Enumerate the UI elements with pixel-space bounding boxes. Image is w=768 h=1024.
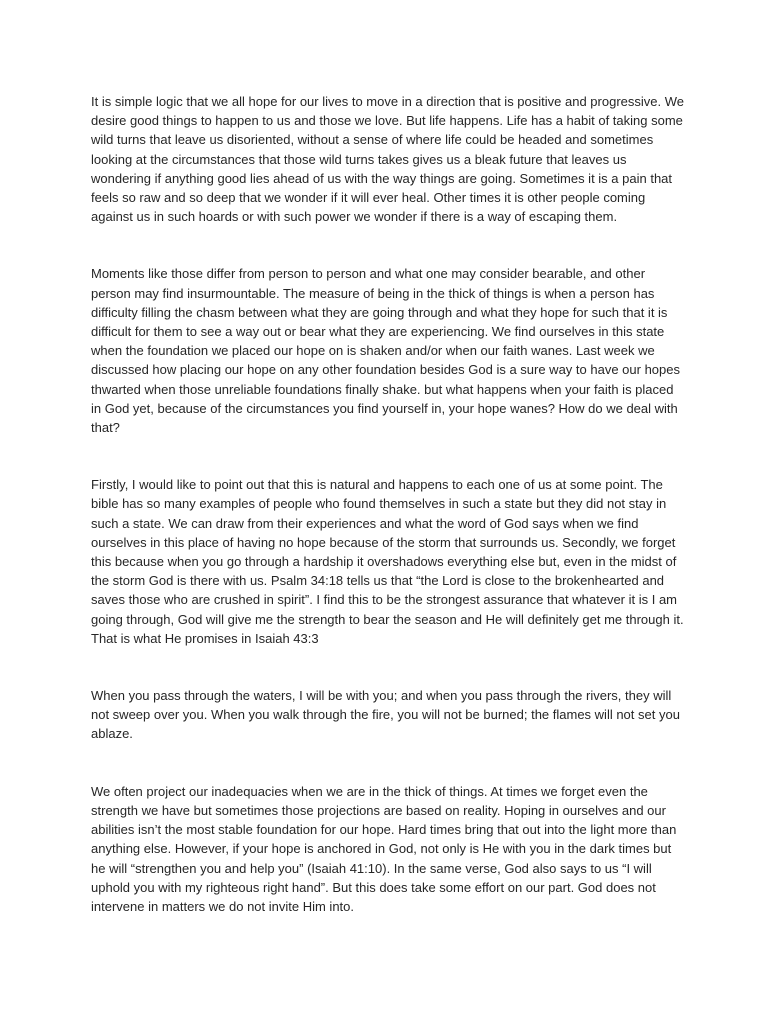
paragraph-spacer bbox=[91, 226, 687, 264]
paragraph-spacer bbox=[91, 744, 687, 782]
document-body bbox=[91, 92, 687, 916]
paragraph-2: Moments like those differ from person to person and what one may consider bearable, and other person may find insurmountable. The measure of being in the thick of things is when a person has difficulty filling the chasm between what they are going through and what they hope for such that it is difficult for them to see a way out or bear what they are experiencing. We find ourselves in this state when the foundation we placed our hope on is shaken and/or when our faith wanes. Last week we discussed how placing our hope on any other foundation besides God is a sure way to have our hopes thwarted when those unreliable foundations finally shake. but what happens when your faith is placed in God yet, because of the circumstances you find yourself in, your hope wanes? How do we deal with that? bbox=[91, 266, 680, 436]
paragraph-3: Firstly, I would like to point out that this is natural and happens to each one of us at some point. The bible has so many examples of people who found themselves in such a state but they did not stay in such a state. We can draw from their experiences and what the word of God says when we find ourselves in this place of having no hope because of the storm that surrounds us. Secondly, we forget this because when you go through a hardship it overshadows everything else but, even in the midst of the storm God is there with us. Psalm 34:18 tells us that “the Lord is close to the brokenhearted and saves those who are crushed in spirit”. I find this to be the strongest assurance that whatever it is I am going through, God will give me the strength to bear the season and He will definitely get me through it. That is what He promises in Isaiah 43:3 bbox=[91, 477, 684, 646]
paragraph-spacer bbox=[91, 437, 687, 475]
scripture-quote-paragraph: When you pass through the waters, I will be with you; and when you pass through the rivers, they will not sweep over you. When you walk through the fire, you will not be burned; the flames will not set you ablaze. bbox=[91, 688, 680, 742]
paragraph-1: It is simple logic that we all hope for our lives to move in a direction that is positive and progressive. We desire good things to happen to us and those we love. But life happens. Life has a habit of taking some wild turns that leave us disoriented, without a sense of where life could be headed and sometimes looking at the circumstances that those wild turns takes gives us a bleak future that leaves us wondering if anything good lies ahead of us with the way things are going. Sometimes it is a pain that feels so raw and so deep that we wonder if it will ever heal. Other times it is other people coming against us in such hoards or with such power we wonder if there is a way of escaping them. bbox=[91, 94, 684, 225]
paragraph-spacer bbox=[91, 648, 687, 686]
paragraph-5: We often project our inadequacies when we are in the thick of things. At times we forget even the strength we have but sometimes those projections are based on reality. Hoping in ourselves and our abilities isn’t the most stable foundation for our hope. Hard times bring that out into the light more than anything else. However, if your hope is anchored in God, not only is He with you in the dark times but he will “strengthen you and help you” (Isaiah 41:10). In the same verse, God also says to us “I will uphold you with my righteous right hand”. But this does take some effort on our part. God does not intervene in matters we do not invite Him into. bbox=[91, 783, 677, 914]
